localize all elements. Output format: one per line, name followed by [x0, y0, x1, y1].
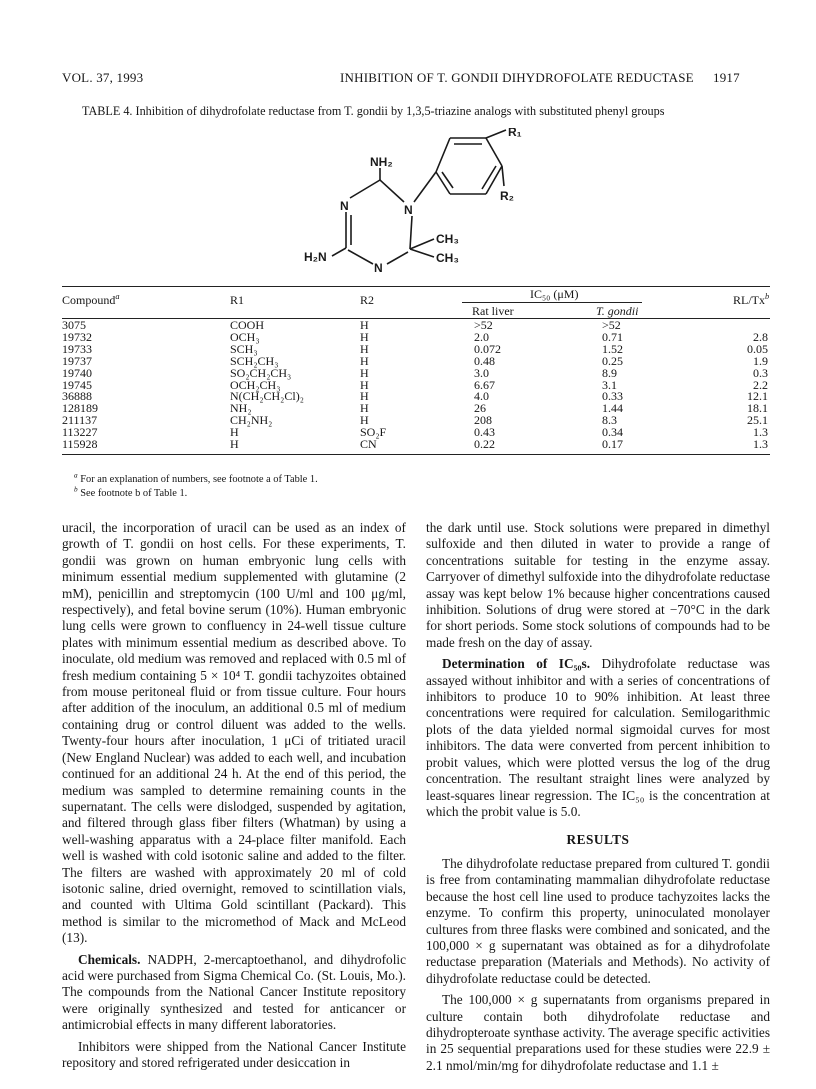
label-r2: R₂ — [500, 189, 514, 203]
cell-compound: 19732 — [62, 329, 92, 344]
cell-compound: 19745 — [62, 377, 92, 392]
paragraph-stock-solutions: the dark until use. Stock solutions were prepared in dimethyl sulfoxide and then diluted in water to provide a range of concentrations suitable for testing in the enzyme assay. Carryover of dimethyl sulfoxide into the dihydrofolate reductase assay was kept below 1% because higher concentrations caused inhibition. Solutions of drug were stored at −70°C in the dark for short periods. Some stock solutions of compounds had to be made fresh on the day of assay. — [426, 520, 770, 650]
table-row — [62, 427, 770, 439]
cell-ratio: 12.1 — [747, 389, 768, 404]
cell-t-gondii: >52 — [602, 318, 621, 332]
table-header-rule — [62, 318, 770, 319]
cell-r1: CH₂NH₂ — [230, 413, 273, 428]
col-header-compound: Compound$^a$ — [62, 292, 120, 307]
cell-t-gondii: 0.34 — [602, 425, 623, 440]
table-row — [62, 344, 770, 356]
label-ch3-a: CH₃ — [436, 232, 459, 246]
cell-compound: 211137 — [62, 413, 98, 428]
cell-rat-liver: 4.0 — [474, 389, 489, 404]
cell-r1: NH₂ — [230, 401, 252, 416]
cell-ratio: 1.9 — [753, 353, 768, 368]
cell-r2: H — [360, 365, 369, 380]
cell-r2: CN — [360, 437, 377, 452]
table-top-rule — [62, 286, 770, 287]
cell-r2: SO₂F — [360, 425, 387, 440]
cell-t-gondii: 0.25 — [602, 353, 623, 368]
table-row — [62, 380, 770, 392]
cell-compound: 36888 — [62, 389, 92, 404]
cell-ratio: 0.3 — [753, 365, 768, 380]
cell-r2: H — [360, 329, 369, 344]
cell-r1: SO₂CH₂CH₃ — [230, 365, 292, 380]
cell-t-gondii: 1.52 — [602, 341, 623, 356]
footnote-b: $^b$ See footnote b of Table 1. — [74, 485, 188, 499]
right-column-methods — [426, 520, 770, 820]
cell-rat-liver: 0.072 — [474, 341, 501, 356]
cell-ratio: 1.3 — [753, 437, 768, 452]
paragraph-ic50-determination: Determination of IC₅₀s. Dihydrofolate reductase was assayed without inhibitor and with a series of concentrations of inhibitors to produce 10 to 90% inhibition. At least three concentrations were required for calculation. Semilogarithmic plots of the data yielded normal sigmoidal curves for most inhibitors. The data were converted from percent inhibition to probit values, which were plotted versus the log of the drug concentration. The resultant straight lines were analyzed by least-squares linear regression. The IC₅₀ is the concentration at which the probit value is 5.0. — [426, 656, 770, 819]
cell-ratio: 2.8 — [753, 329, 768, 344]
cell-r1: COOH — [230, 318, 265, 332]
cell-r1: OCH₂CH₃ — [230, 377, 281, 392]
cell-r1: SCH₃ — [230, 341, 258, 356]
col-header-ic50: IC₅₀ (μM) — [530, 287, 579, 301]
cell-ratio: 25.1 — [747, 413, 768, 428]
cell-compound: 19740 — [62, 365, 92, 380]
cell-t-gondii: 3.1 — [602, 377, 617, 392]
cell-compound: 115928 — [62, 437, 98, 452]
table-row — [62, 403, 770, 415]
left-column — [62, 520, 406, 1071]
cell-t-gondii: 0.71 — [602, 329, 623, 344]
cell-r2: H — [360, 353, 369, 368]
cell-r2: H — [360, 341, 369, 356]
cell-r2: H — [360, 318, 369, 332]
cell-r1: SCH₂CH₃ — [230, 353, 279, 368]
cell-rat-liver: 2.0 — [474, 329, 489, 344]
cell-ratio: 2.2 — [753, 377, 768, 392]
table-row — [62, 391, 770, 403]
cell-t-gondii: 0.17 — [602, 437, 623, 452]
cell-r1: H — [230, 437, 239, 452]
cell-r1: OCH₃ — [230, 329, 260, 344]
col-header-rat-liver: Rat liver — [472, 304, 514, 318]
label-n-bottom: N — [374, 261, 383, 275]
cell-r2: H — [360, 377, 369, 392]
table-row — [62, 356, 770, 368]
cell-compound: 3075 — [62, 318, 86, 332]
col-header-r2: R2 — [360, 293, 375, 307]
table-row — [62, 320, 770, 332]
col-header-r1: R1 — [230, 293, 245, 307]
triazine-structure-diagram — [290, 128, 550, 278]
paragraph-chemicals: Chemicals. NADPH, 2-mercaptoethanol, and dihydrofolic acid were purchased from Sigma Chemical Co. (St. Louis, Mo.). The compounds from the National Cancer Institute repository were originally synthesized and tested for anticancer or antimicrobial effects in many different laboratories. — [62, 951, 406, 1033]
paragraph-results-2: The 100,000 × g supernatants from organisms prepared in culture contain both dihydrofolate reductase and dihydropteroate synthase activity. The average specific activities in 25 sequential preparations used for these studies were 22.9 ± 2.1 nmol/min/mg for dihydrofolate reductase and 1.1 ± — [426, 992, 770, 1073]
cell-compound: 19737 — [62, 353, 92, 368]
cell-t-gondii: 8.9 — [602, 365, 617, 380]
paragraph-uracil: uracil, the incorporation of uracil can be used as an index of growth of T. gondii on host cells. For these experiments, T. gondii was grown on human embryonic lung cells with minimum essential medium supplemented with glutamine (2 mM), penicillin and streptomycin (100 U/ml and 100 μg/ml, respectively), and fetal bovine serum (10%). Human embryonic lung cells were grown to confluency in 24-well tissue culture plates with minimum essential medium as described above. To inoculate, old medium was removed and replaced with 0.5 ml of fresh medium containing 5 × 10⁴ T. gondii tachyzoites obtained from mouse peritoneal fluid or from tissue culture. Four hours after addition of the inoculum, an additional 0.5 ml of medium containing drug or control diluent was added to the wells. Twenty-four hours after inoculation, 1 μCi of tritiated uracil (New England Nuclear) was added to each well, and incubation continued for an additional 24 h. At the end of this period, the medium was sampled to determine remaining counts in the supernatant. The cells were dislodged, suspended by agitation, and filtered through glass fiber filters (Whatman) by using a well-washing apparatus with a 24-place filter manifold. Each well is washed with cold isotonic saline and added to the filter. The filters are washed with approximately 20 ml of cold isotonic saline, dried overnight, removed to scintillation vials, and counted with Ultima Gold scintillant (Packard). This method is similar to the micromethod of Mack and McLeod (13). — [62, 520, 406, 946]
cell-rat-liver: 26 — [474, 401, 486, 416]
label-n-ring: N — [404, 203, 413, 217]
table-row — [62, 332, 770, 344]
cell-r1: H — [230, 425, 239, 440]
col-header-ratio: RL/Tx$^b$ — [733, 292, 770, 307]
cell-ratio: 1.3 — [753, 425, 768, 440]
cell-compound: 128189 — [62, 401, 98, 416]
cell-t-gondii: 0.33 — [602, 389, 623, 404]
paragraph-inhibitors: Inhibitors were shipped from the National Cancer Institute repository and stored refrigerated under desiccation in — [62, 1038, 406, 1070]
table-row — [62, 439, 770, 451]
cell-t-gondii: 8.3 — [602, 413, 617, 428]
table-row — [62, 415, 770, 427]
ic50-subrule — [462, 302, 642, 303]
cell-ratio: 18.1 — [747, 401, 768, 416]
table-bottom-rule — [62, 454, 770, 455]
cell-compound: 19733 — [62, 341, 92, 356]
col-header-t-gondii: T. gondii — [596, 304, 639, 318]
cell-compound: 113227 — [62, 425, 98, 440]
paragraph-results-1: The dihydrofolate reductase prepared from cultured T. gondii is free from contaminating mammalian dihydrofolate reductase because the host cell line used to produce tachyzoites lacks the enzyme. To confirm this property, uninoculated monolayer cultures from three flasks were combined and sonicated, and the 100,000 × g supernatant was obtained as for a dihydrofolate reductase preparation (Materials and Methods). No activity of dihydrofolate reductase could be detected. — [426, 856, 770, 986]
label-nh2-top: NH₂ — [370, 155, 393, 169]
cell-r2: H — [360, 413, 369, 428]
cell-rat-liver: 0.22 — [474, 437, 495, 452]
running-title: INHIBITION OF T. GONDII DIHYDROFOLATE REDUCTASE — [340, 70, 694, 85]
right-column-results — [426, 856, 770, 1074]
cell-rat-liver: 0.43 — [474, 425, 495, 440]
cell-r2: H — [360, 401, 369, 416]
cell-r2: H — [360, 389, 369, 404]
cell-t-gondii: 1.44 — [602, 401, 623, 416]
results-heading: RESULTS — [566, 832, 630, 847]
cell-ratio: 0.05 — [747, 341, 768, 356]
inhibition-table — [62, 320, 770, 451]
cell-rat-liver: 0.48 — [474, 353, 495, 368]
cell-rat-liver: 3.0 — [474, 365, 489, 380]
table-caption: TABLE 4. Inhibition of dihydrofolate reductase from T. gondii by 1,3,5-triazine analogs with substituted phenyl groups — [82, 104, 665, 118]
cell-rat-liver: 6.67 — [474, 377, 495, 392]
journal-volume: VOL. 37, 1993 — [62, 70, 144, 85]
label-h2n: H₂N — [304, 250, 327, 264]
label-ch3-b: CH₃ — [436, 251, 459, 265]
table-row — [62, 368, 770, 380]
page-number: 1917 — [713, 70, 740, 85]
cell-rat-liver: >52 — [474, 318, 493, 332]
label-n-left: N — [340, 199, 349, 213]
footnote-a: $^a$ For an explanation of numbers, see footnote a of Table 1. — [74, 471, 318, 485]
cell-rat-liver: 208 — [474, 413, 492, 428]
cell-r1: N(CH₂CH₂Cl)₂ — [230, 389, 304, 404]
label-r1: R₁ — [508, 128, 522, 139]
